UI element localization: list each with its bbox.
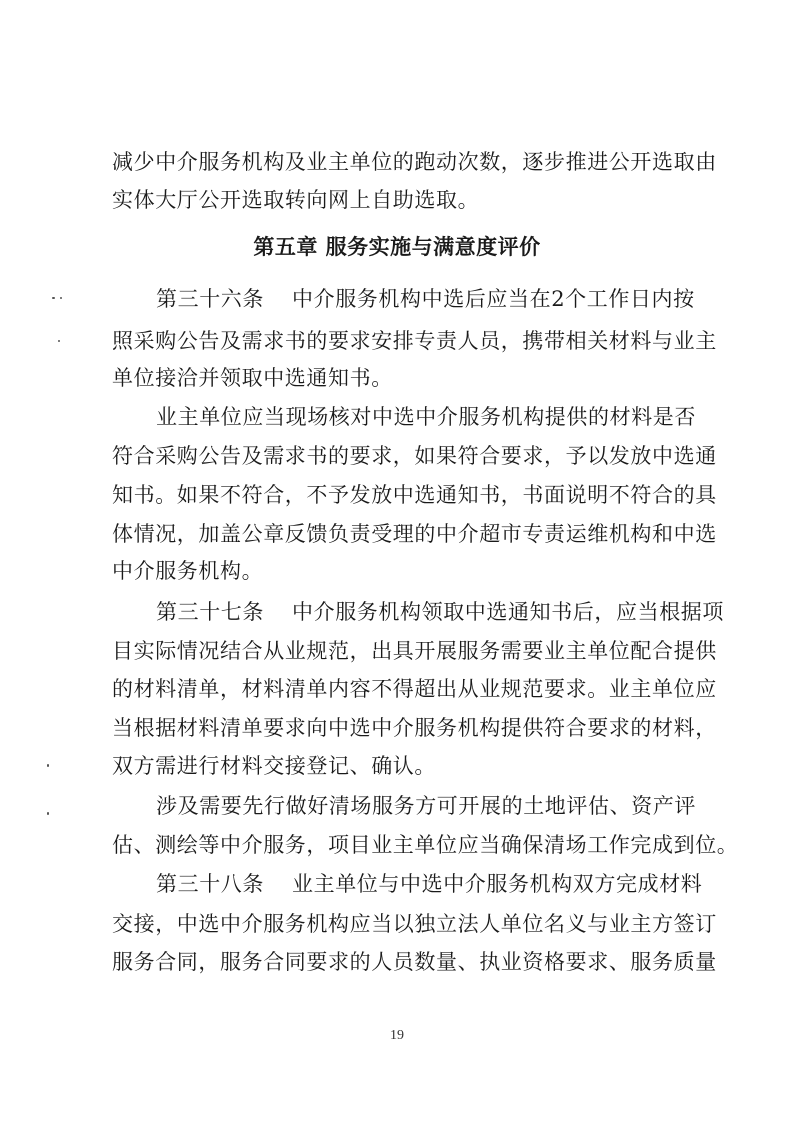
article-37-text: 中介服务机构领取中选通知书后，应当根据项 <box>292 600 724 624</box>
text-line: 单位接洽并领取中选通知书。 <box>112 366 393 390</box>
text-line: 服务合同，服务合同要求的人员数量、执业资格要求、服务质量 <box>112 950 717 974</box>
article-38-first-line <box>156 870 703 898</box>
article-36-text: 中介服务机构中选后应当在2个工作日内按 <box>292 287 695 311</box>
text-line: 交接，中选中介服务机构应当以独立法人单位名义与业主方签订 <box>112 912 717 936</box>
scan-speck <box>47 764 49 767</box>
text-line: 的材料清单，材料清单内容不得超出从业规范要求。业主单位应 <box>112 677 717 701</box>
text-line: 业主单位应当现场核对中选中介服务机构提供的材料是否 <box>156 405 696 429</box>
text-line: 涉及需要先行做好清场服务方可开展的土地评估、资产评 <box>156 794 696 818</box>
text-line: 中介服务机构。 <box>112 559 264 583</box>
chapter-title: 第五章 服务实施与满意度评价 <box>253 235 541 259</box>
article-36-first-line <box>156 285 695 313</box>
scan-speck <box>52 297 55 299</box>
article-38-label: 第三十八条 <box>156 872 264 896</box>
text-line: 估、测绘等中介服务，项目业主单位应当确保清场工作完成到位。 <box>112 833 739 857</box>
text-line: 照采购公告及需求书的要求安排专责人员，携带相关材料与业主 <box>112 329 717 353</box>
article-38-text: 业主单位与中选中介服务机构双方完成材料 <box>292 872 703 896</box>
article-36-label: 第三十六条 <box>156 287 264 311</box>
text-line: 双方需进行材料交接登记、确认。 <box>112 754 436 778</box>
text-line: 当根据材料清单要求向中选中介服务机构提供符合要求的材料， <box>112 716 717 740</box>
text-line: 目实际情况结合从业规范，出具开展服务需要业主单位配合提供 <box>112 639 717 663</box>
text-line: 实体大厅公开选取转向网上自助选取。 <box>112 188 480 212</box>
text-line: 符合采购公告及需求书的要求，如果符合要求，予以发放中选通 <box>112 444 717 468</box>
scan-speck <box>47 812 49 815</box>
article-37-label: 第三十七条 <box>156 600 264 624</box>
text-line: 知书。如果不符合，不予发放中选通知书，书面说明不符合的具 <box>112 483 717 507</box>
scan-speck <box>58 340 60 342</box>
article-37-first-line <box>156 598 724 626</box>
text-line: 减少中介服务机构及业主单位的跑动次数，逐步推进公开选取由 <box>112 150 717 174</box>
page-number: 19 <box>390 1028 404 1043</box>
scan-speck <box>60 297 62 299</box>
text-line: 体情况，加盖公章反馈负责受理的中介超市专责运维机构和中选 <box>112 522 717 546</box>
